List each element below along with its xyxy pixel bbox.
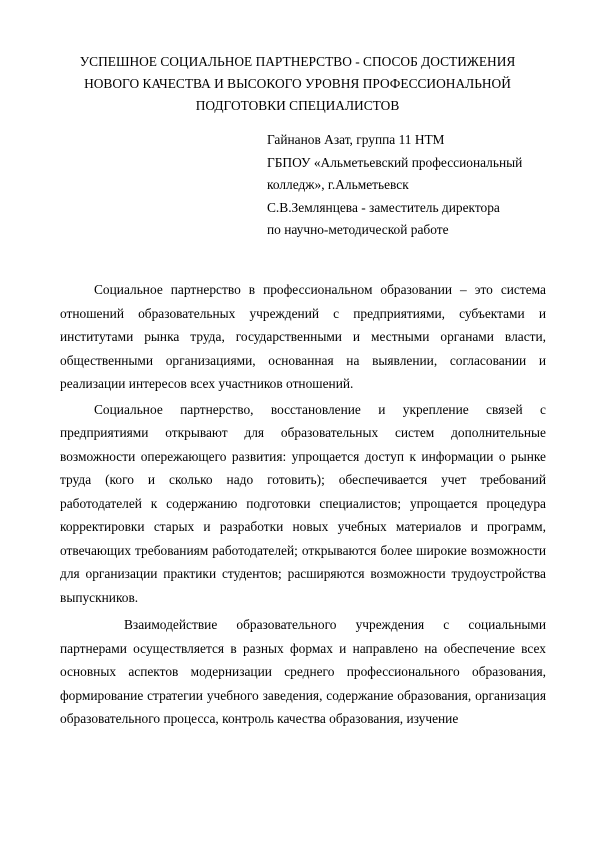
supervisor-line-2: по научно-методической работе bbox=[267, 222, 449, 237]
document-title bbox=[60, 51, 535, 117]
paragraph-1: Социальное партнерство в профессиональном образовании – это система отношений образовательных учреждений с предприятиями, субъектами и институтами рынка труда, государственными и местными органами власти, общественными организациями, основанная на выявлении, согласовании и реализации интересов всех участников отношений. bbox=[60, 282, 546, 391]
author-institution-line-2: колледж», г.Альметьевск bbox=[267, 177, 409, 192]
title-line-1: УСПЕШНОЕ СОЦИАЛЬНОЕ ПАРТНЕРСТВО - СПОСОБ ДОСТИЖЕНИЯ bbox=[79, 54, 516, 69]
paragraph-2: Социальное партнерство, восстановление и укрепление связей с предприятиями открывают для образовательных систем дополнительные возможности опережающего развития: упрощается доступ к информации о рынке труда (кого и сколько надо готовить); обеспечивается учет требований работодателей к содержанию подготовки специалистов; упрощается процедура корректировки старых и разработки новых учебных материалов и программ, отвечающих требованиям работодателей; открываются более широкие возможности для организации практики студентов; расширяются возможности трудоустройства выпускников. bbox=[60, 401, 546, 605]
title-line-2: НОВОГО КАЧЕСТВА И ВЫСОКОГО УРОВНЯ ПРОФЕССИОНАЛЬНОЙ bbox=[84, 76, 511, 91]
author-block bbox=[267, 129, 567, 242]
paragraph-3: Взаимодействие образовательного учреждения с социальными партнерами осуществляется в разных формах и направлено на обеспечение всех основных аспектов модернизации среднего профессионального образования, формирование стратегии учебного заведения, содержание образования, организация образовательного процесса, контроль качества образования, изучение bbox=[60, 617, 546, 726]
supervisor-line-1: С.В.Землянцева - заместитель директора bbox=[267, 199, 500, 215]
author-institution-line-1: ГБПОУ «Альметьевский профессиональный bbox=[267, 154, 523, 170]
author-name: Гайнанов Азат, группа 11 НТМ bbox=[267, 132, 445, 147]
title-line-3: ПОДГОТОВКИ СПЕЦИАЛИСТОВ bbox=[195, 98, 400, 113]
document-body bbox=[60, 278, 546, 731]
